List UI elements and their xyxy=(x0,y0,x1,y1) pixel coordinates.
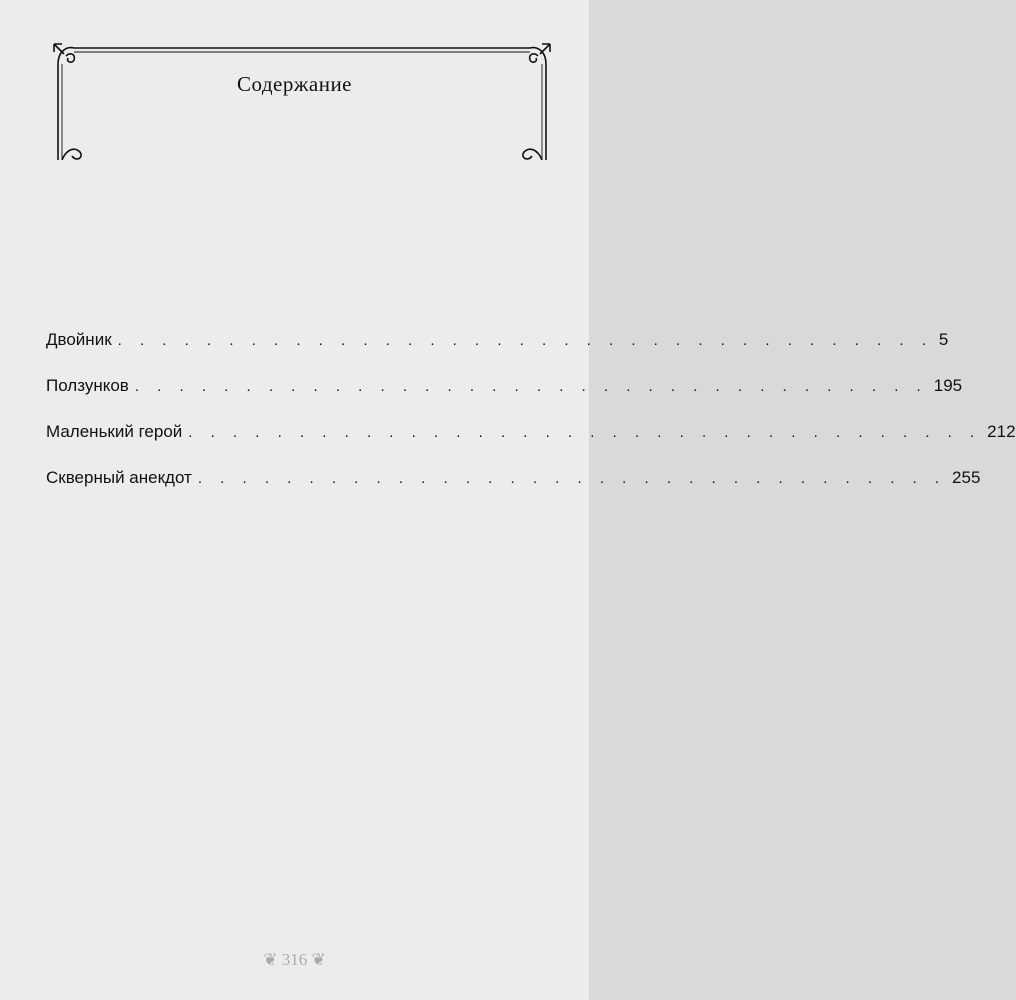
toc-leader-dots: . . . . . . . . . . . . . . . . . . . . . . . . . . . . . . . . . . . . xyxy=(134,378,928,395)
toc-entry xyxy=(46,422,1016,450)
toc-entry-page: 195 xyxy=(933,376,963,395)
toc-leader-dots: . . . . . . . . . . . . . . . . . . . . . . . . . . . . . . . . . . xyxy=(197,470,947,487)
toc-entry xyxy=(46,330,949,358)
ornamental-frame-icon xyxy=(52,42,552,164)
toc-entry xyxy=(46,376,963,404)
toc-entry-page: 212 xyxy=(987,422,1016,441)
toc-entry-title: Двойник xyxy=(46,330,112,349)
toc-entry-title: Маленький герой xyxy=(46,422,183,441)
toc-entry-title: Скверный анекдот xyxy=(46,468,192,487)
page-title: Содержание xyxy=(236,72,353,96)
toc-entry-title: Ползунков xyxy=(46,376,129,395)
page-number-value: 316 xyxy=(281,950,308,969)
footer-ornament-right-icon: ❦ xyxy=(307,950,326,969)
footer-ornament-left-icon: ❦ xyxy=(263,950,282,969)
toc-leader-dots: . . . . . . . . . . . . . . . . . . . . . . . . . . . . . . . . . . . . . xyxy=(117,332,933,349)
toc-entry-page: 255 xyxy=(952,468,981,487)
page-number xyxy=(0,950,589,970)
toc-entry xyxy=(46,468,981,496)
toc-leader-dots: . . . . . . . . . . . . . . . . . . . . . . . . . . . . . . . . . . . . xyxy=(188,424,982,441)
toc-entry-page: 5 xyxy=(938,330,949,349)
table-of-contents xyxy=(46,330,1016,514)
